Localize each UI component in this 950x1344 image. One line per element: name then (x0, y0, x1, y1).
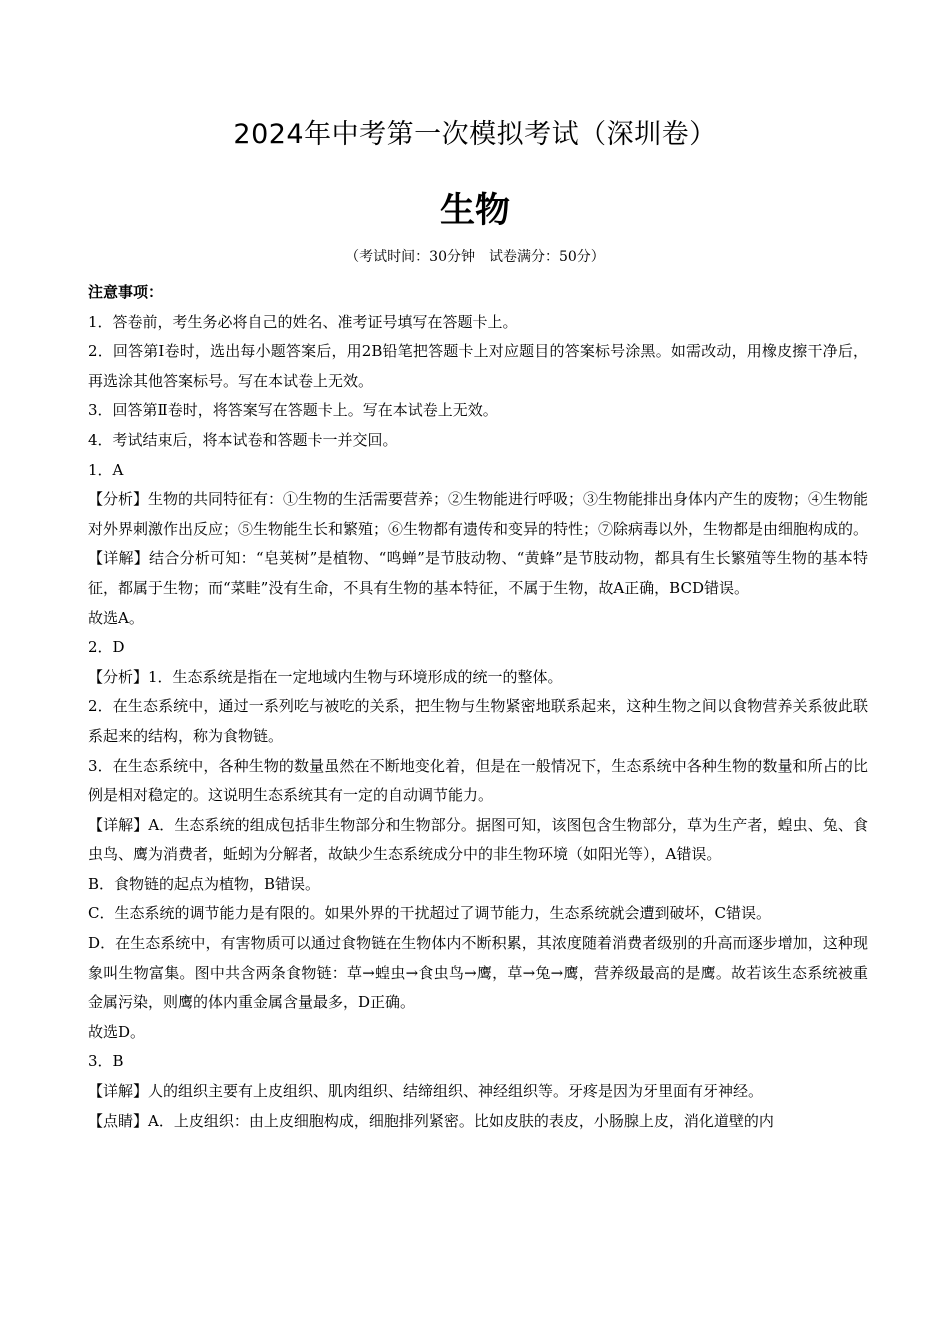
answer-conclusion: 故选A。 (88, 608, 144, 627)
answer-paragraph: D．在生态系统中，有害物质可以通过食物链在生物体内不断积累，其浓度随着消费者级别的升高而逐步增加，这种现象叫生物富集。图中共含两条食物链：草→蝗虫→食虫鸟→鹰，草→兔→鹰，营养级最高的是鹰。故若该生态系统被重金属污染，则鹰的体内重金属含量最多，D正确。 (88, 934, 868, 1012)
answer-paragraph: 2．在生态系统中，通过一系列吃与被吃的关系，把生物与生物紧密地联系起来，这种生物之间以食物营养关系彼此联系起来的结构，称为食物链。 (88, 697, 868, 745)
answer-paragraph: B．食物链的起点为植物，B错误。 (88, 874, 321, 893)
notice-item: 4．考试结束后，将本试卷和答题卡一并交回。 (88, 430, 398, 449)
document-body (88, 278, 868, 1136)
answer-number: 3．B (88, 1052, 124, 1071)
notice-heading: 注意事项： (88, 283, 164, 301)
notice-item: 3．回答第Ⅱ卷时，将答案写在答题卡上。写在本试卷上无效。 (88, 401, 498, 420)
answer-paragraph: C．生态系统的调节能力是有限的。如果外界的干扰超过了调节能力，生态系统就会遭到破坏，C错误。 (88, 904, 771, 923)
notice-item: 1．答卷前，考生务必将自己的姓名、准考证号填写在答题卡上。 (88, 312, 518, 331)
answer-paragraph: 3．在生态系统中，各种生物的数量虽然在不断地变化着，但是在一般情况下，生态系统中各种生物的数量和所占的比例是相对稳定的。这说明生态系统其有一定的自动调节能力。 (88, 756, 868, 805)
exam-info: （考试时间：30分钟 试卷满分：50分） (345, 249, 605, 265)
answer-paragraph: 【详解】A．生态系统的组成包括非生物部分和生物部分。据图可知，该图包含生物部分，草为生产者，蝗虫、兔、食虫鸟、鹰为消费者，蚯蚓为分解者，故缺少生态系统成分中的非生物环境（如阳光等），A错误。 (88, 815, 868, 864)
answer-paragraph: 【点睛】A．上皮组织：由上皮细胞构成，细胞排列紧密。比如皮肤的表皮，小肠腺上皮，消化道壁的内 (88, 1111, 774, 1130)
exam-title: 2024年中考第一次模拟考试（深圳卷） (233, 119, 717, 150)
answer-number: 2．D (88, 638, 125, 657)
subject-title: 生物 (439, 191, 510, 231)
answer-paragraph: 【详解】结合分析可知：“皂荚树”是植物、“鸣蝉”是节肢动物、“黄蜂”是节肢动物，都具有生长繁殖等生物的基本特征，都属于生物；而“菜畦”没有生命，不具有生物的基本特征，不属于生物，故A正确，BCD错误。 (88, 549, 868, 597)
answer-paragraph: 【分析】生物的共同特征有：①生物的生活需要营养；②生物能进行呼吸；③生物能排出身体内产生的废物；④生物能对外界刺激作出反应；⑤生物能生长和繁殖；⑥生物都有遗传和变异的特性；⑦除病毒以外，生物都是由细胞构成的。 (88, 490, 869, 538)
answer-conclusion: 故选D。 (88, 1022, 146, 1041)
notice-item: 2．回答第Ⅰ卷时，选出每小题答案后，用2B铅笔把答题卡上对应题目的答案标号涂黑。如需改动，用橡皮擦干净后，再选涂其他答案标号。写在本试卷上无效。 (88, 342, 868, 390)
answer-paragraph: 【详解】人的组织主要有上皮组织、肌肉组织、结缔组织、神经组织等。牙疼是因为牙里面有牙神经。 (88, 1082, 764, 1101)
answer-number: 1．A (88, 460, 124, 479)
answer-paragraph: 【分析】1．生态系统是指在一定地域内生物与环境形成的统一的整体。 (88, 667, 563, 686)
